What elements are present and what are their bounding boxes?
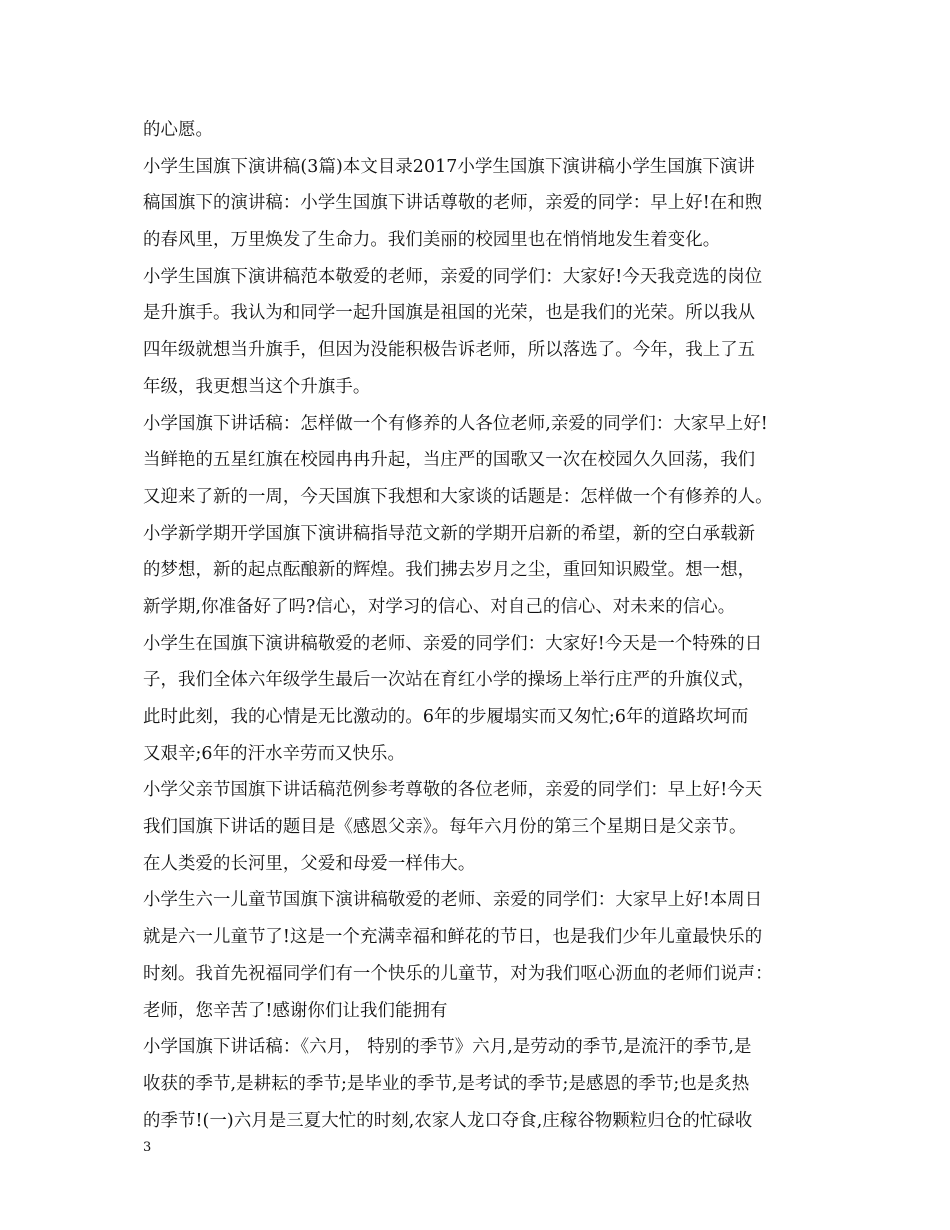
text-line: 新学期,你准备好了吗?信心，对学习的信心、对自己的信心、对未来的信心。 (143, 596, 736, 617)
text-line: 小学新学期开学国旗下演讲稿指导范文新的学期开启新的希望，新的空白承载新 (143, 523, 756, 544)
text-line: 的春风里，万里焕发了生命力。我们美丽的校园里也在悄悄地发生着变化。 (143, 230, 721, 251)
text-line: 我们国旗下讲话的题目是《感恩父亲》。每年六月份的第三个星期日是父亲节。 (143, 817, 747, 838)
text-line: 在人类爱的长河里，父爱和母爱一样伟大。 (143, 853, 476, 874)
text-line: 是升旗手。我认为和同学一起升国旗是祖国的光荣，也是我们的光荣。所以我从 (143, 303, 756, 324)
text-line: 年级，我更想当这个升旗手。 (143, 376, 371, 397)
document-body (143, 112, 815, 1139)
text-line: 子，我们全体六年级学生最后一次站在育红小学的操场上举行庄严的升旗仪式， (143, 670, 756, 691)
text-line: 小学国旗下讲话稿：怎样做一个有修养的人各位老师,亲爱的同学们：大家早上好! (143, 413, 768, 434)
text-line: 时刻。我首先祝福同学们有一个快乐的儿童节，对为我们呕心沥血的老师们说声： (143, 963, 773, 984)
text-line: 的季节!(一)六月是三夏大忙的时刻,农家人龙口夺食,庄稼谷物颗粒归仓的忙碌收 (143, 1110, 753, 1131)
text-line: 又迎来了新的一周，今天国旗下我想和大家谈的话题是：怎样做一个有修养的人。 (143, 486, 773, 507)
text-line: 当鲜艳的五星红旗在校园冉冉升起，当庄严的国歌又一次在校园久久回荡，我们 (143, 450, 756, 471)
text-line: 小学父亲节国旗下讲话稿范例参考尊敬的各位老师，亲爱的同学们：早上好!今天 (143, 780, 763, 801)
page-number: 3 (143, 1140, 152, 1155)
text-line: 小学国旗下讲话稿：《六月， 特别的季节》六月,是劳动的季节,是流汗的季节,是 (143, 1037, 752, 1058)
text-line: 小学生国旗下演讲稿范本敬爱的老师，亲爱的同学们：大家好!今天我竞选的岗位 (143, 266, 763, 287)
text-line: 又艰辛;6年的汗水辛劳而又快乐。 (143, 743, 405, 764)
text-line: 老师，您辛苦了!感谢你们让我们能拥有 (143, 1000, 448, 1021)
text-line: 的心愿。 (143, 120, 213, 140)
text-line: 小学生六一儿童节国旗下演讲稿敬爱的老师、亲爱的同学们：大家早上好!本周日 (143, 890, 763, 911)
text-line: 小学生国旗下演讲稿(3篇)本文目录2017小学生国旗下演讲稿小学生国旗下演讲 (143, 156, 755, 177)
text-line: 此时此刻，我的心情是无比激动的。6年的步履塌实而又匆忙;6年的道路坎坷而 (143, 707, 749, 727)
text-line: 收获的季节,是耕耘的季节;是毕业的季节,是考试的季节;是感恩的季节;也是炙热 (143, 1073, 750, 1094)
text-line: 四年级就想当升旗手，但因为没能积极告诉老师，所以落选了。今年，我上了五 (143, 340, 756, 361)
text-line: 就是六一儿童节了!这是一个充满幸福和鲜花的节日，也是我们少年儿童最快乐的 (143, 927, 763, 948)
text-line: 的梦想，新的起点酝酿新的辉煌。我们拂去岁月之尘，重回知识殿堂。想一想， (143, 560, 756, 581)
text-line: 稿国旗下的演讲稿：小学生国旗下讲话尊敬的老师，亲爱的同学：早上好!在和煦 (143, 193, 763, 214)
text-line: 小学生在国旗下演讲稿敬爱的老师、亲爱的同学们：大家好!今天是一个特殊的日 (143, 633, 763, 654)
